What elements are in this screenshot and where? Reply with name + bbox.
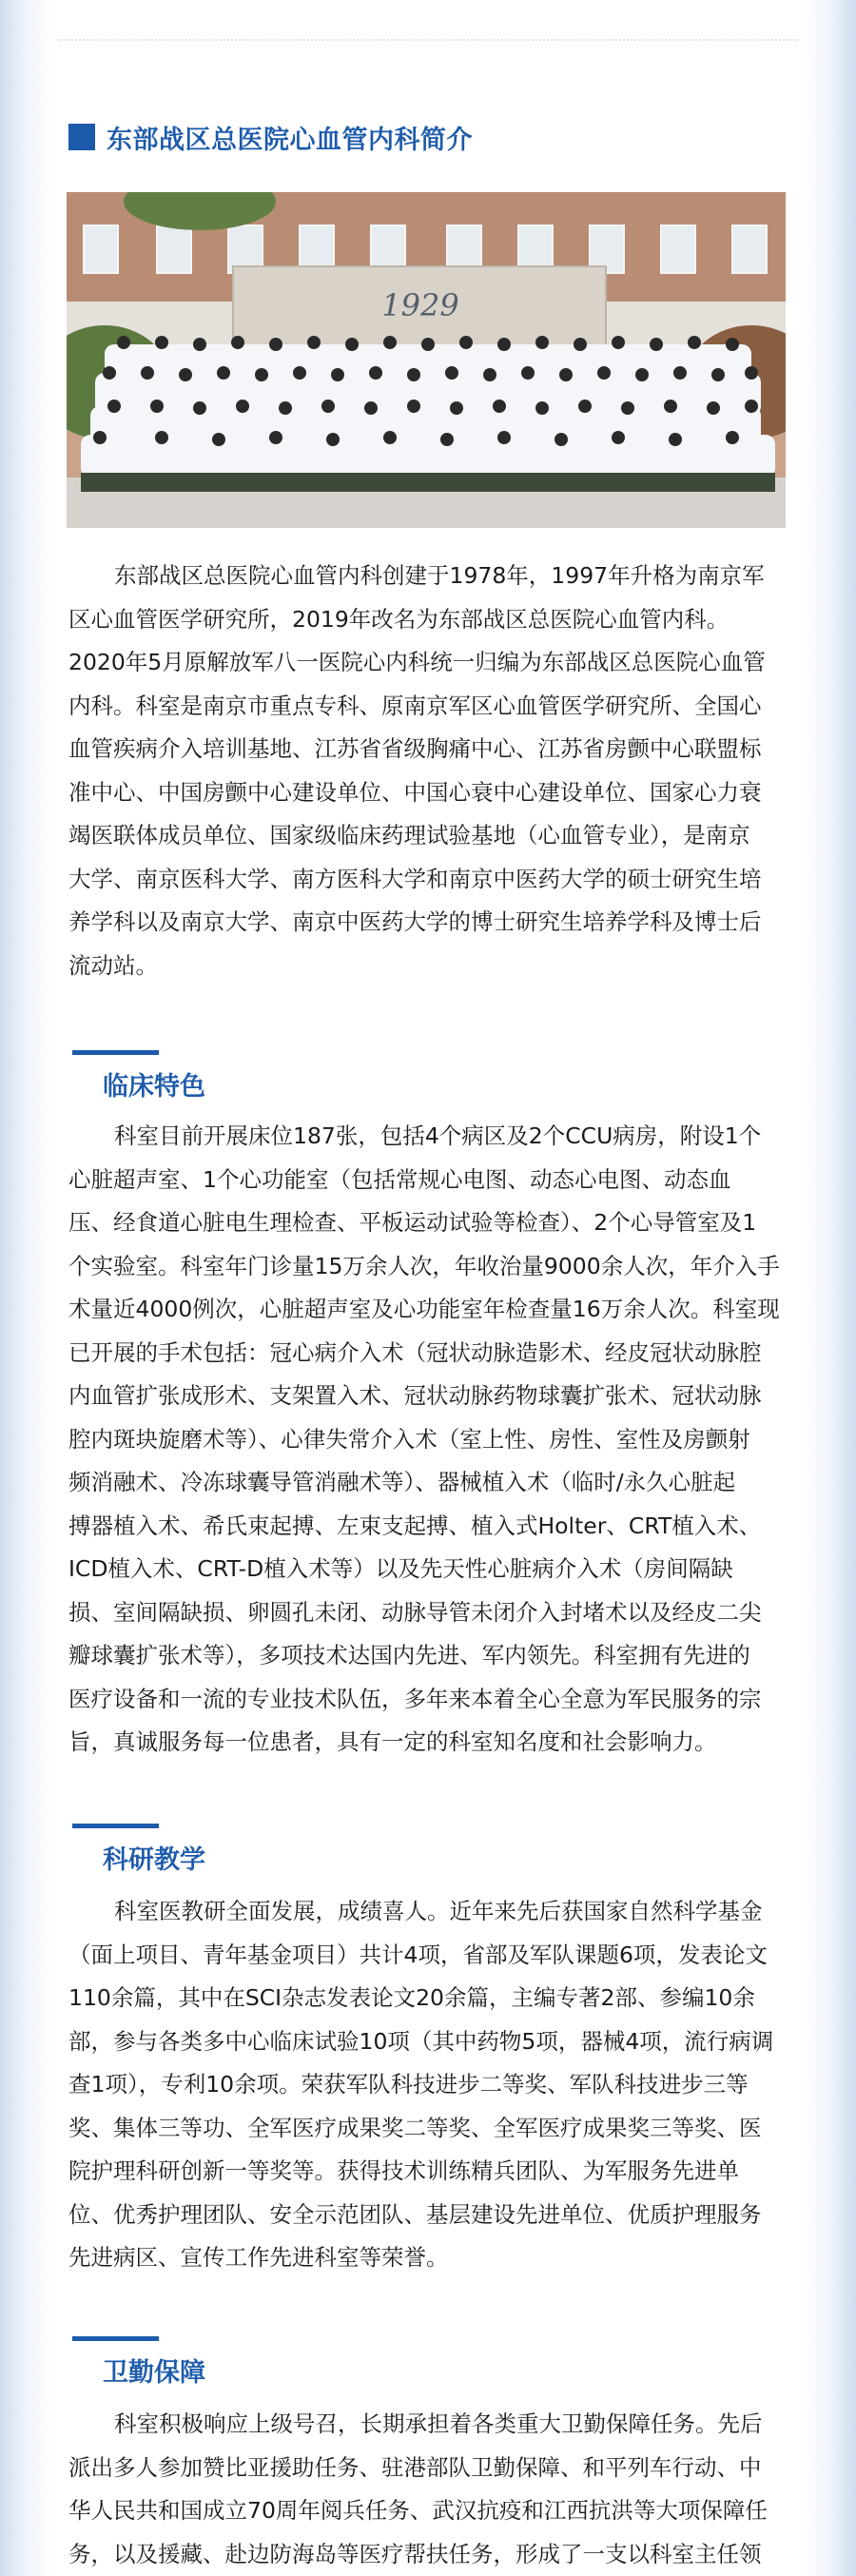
clinical-paragraph <box>68 1115 788 1765</box>
text-line: （面上项目、青年基金项目）共计4项，省部及军队课题6项，发表论文 <box>68 1934 788 1978</box>
section-accent-bar <box>72 1050 159 1055</box>
text-line: 旨，真诚服务每一位患者，具有一定的科室知名度和社会影响力。 <box>68 1721 788 1765</box>
text-line: 部，参与各类多中心临床试验10项（其中药物5项，器械4项，流行病调 <box>68 2020 788 2064</box>
team-group-photo <box>67 192 786 528</box>
page-title <box>68 120 473 154</box>
text-line: 华人民共和国成立70周年阅兵任务、武汉抗疫和江西抗洪等大项保障任 <box>68 2489 788 2533</box>
text-line: 损、室间隔缺损、卵圆孔未闭、动脉导管未闭介入封堵术以及经皮二尖 <box>68 1591 788 1635</box>
text-line: 血管疾病介入培训基地、江苏省省级胸痛中心、江苏省房颤中心联盟标 <box>68 728 788 771</box>
text-line: 术量近4000例次，心脏超声室及心功能室年检查量16万余人次。科室现 <box>68 1288 788 1332</box>
text-line: 频消融术、冷冻球囊导管消融术等）、器械植入术（临时/永久心脏起 <box>68 1461 788 1505</box>
text-line: 科室目前开展床位187张，包括4个病区及2个CCU病房，附设1个 <box>68 1115 788 1159</box>
text-line: 110余篇，其中在SCI杂志发表论文20余篇，主编专著2部、参编10余 <box>68 1977 788 2020</box>
text-line: 奖、集体三等功、全军医疗成果奖二等奖、全军医疗成果奖三等奖、医 <box>68 2107 788 2151</box>
text-line: 科室医教研全面发展，成绩喜人。近年来先后获国家自然科学基金 <box>68 1890 788 1934</box>
text-line: 区心血管医学研究所，2019年改名为东部战区总医院心血管内科。 <box>68 598 788 642</box>
text-line: 瓣球囊扩张术等），多项技术达国内先进、军内领先。科室拥有先进的 <box>68 1634 788 1678</box>
section-accent-bar <box>72 1824 159 1828</box>
text-line: 竭医联体成员单位、国家级临床药理试验基地（心血管专业），是南京 <box>68 814 788 858</box>
section-heading-medical-support <box>72 2336 453 2393</box>
research-paragraph <box>68 1890 788 2280</box>
text-line: 已开展的手术包括：冠心病介入术（冠状动脉造影术、经皮冠状动脉腔 <box>68 1332 788 1376</box>
intro-paragraph <box>68 555 788 987</box>
page-title-text: 东部战区总医院心血管内科简介 <box>107 119 473 156</box>
title-square-icon <box>68 124 95 150</box>
text-line: 科室积极响应上级号召，长期承担着各类重大卫勤保障任务。先后 <box>68 2403 788 2447</box>
text-line: 医疗设备和一流的专业技术队伍，多年来本着全心全意为军民服务的宗 <box>68 1678 788 1722</box>
text-line: 内科。科室是南京市重点专科、原南京军区心血管医学研究所、全国心 <box>68 685 788 729</box>
section-heading-clinical <box>72 1050 453 1107</box>
text-line: ICD植入术、CRT-D植入术等）以及先天性心脏病介入术（房间隔缺 <box>68 1548 788 1591</box>
text-line: 腔内斑块旋磨术等）、心律失常介入术（室上性、房性、室性及房颤射 <box>68 1418 788 1462</box>
text-line: 准中心、中国房颤中心建设单位、中国心衰中心建设单位、国家心力衰 <box>68 771 788 815</box>
text-line: 2020年5月原解放军八一医院心内科统一归编为东部战区总医院心血管 <box>68 641 788 685</box>
text-line: 心脏超声室、1个心功能室（包括常规心电图、动态心电图、动态血 <box>68 1159 788 1202</box>
text-line: 查1项），专利10余项。荣获军队科技进步二等奖、军队科技进步三等 <box>68 2063 788 2107</box>
dotted-divider <box>57 39 799 41</box>
section-title: 卫勤保障 <box>103 2352 205 2389</box>
text-line: 先进病区、宣传工作先进科室等荣誉。 <box>68 2236 788 2280</box>
text-line: 大学、南京医科大学、南方医科大学和南京中医药大学的硕士研究生培 <box>68 858 788 902</box>
text-line: 东部战区总医院心血管内科创建于1978年，1997年升格为南京军 <box>68 555 788 598</box>
section-title: 科研教学 <box>103 1839 205 1876</box>
section-title: 临床特色 <box>103 1065 205 1103</box>
text-line: 压、经食道心脏电生理检查、平板运动试验等检查）、2个心导管室及1 <box>68 1201 788 1245</box>
text-line: 流动站。 <box>68 945 788 988</box>
text-line: 养学科以及南京大学、南京中医药大学的博士研究生培养学科及博士后 <box>68 901 788 945</box>
support-paragraph <box>68 2403 788 2576</box>
text-line: 务，以及援藏、赴边防海岛等医疗帮扶任务，形成了一支以科室主任领 <box>68 2533 788 2576</box>
building-year-sign: 1929 <box>381 287 458 323</box>
text-line: 个实验室。科室年门诊量15万余人次，年收治量9000余人次，年介入手 <box>68 1245 788 1289</box>
section-heading-research <box>72 1824 453 1881</box>
text-line: 搏器植入术、希氏束起搏、左束支起搏、植入式Holter、CRT植入术、 <box>68 1505 788 1549</box>
text-line: 派出多人参加赞比亚援助任务、驻港部队卫勤保障、和平列车行动、中 <box>68 2447 788 2490</box>
section-accent-bar <box>72 2336 159 2341</box>
text-line: 院护理科研创新一等奖等。获得技术训练精兵团队、为军服务先进单 <box>68 2150 788 2194</box>
text-line: 内血管扩张成形术、支架置入术、冠状动脉药物球囊扩张术、冠状动脉 <box>68 1375 788 1418</box>
text-line: 位、优秀护理团队、安全示范团队、基层建设先进单位、优质护理服务 <box>68 2194 788 2237</box>
